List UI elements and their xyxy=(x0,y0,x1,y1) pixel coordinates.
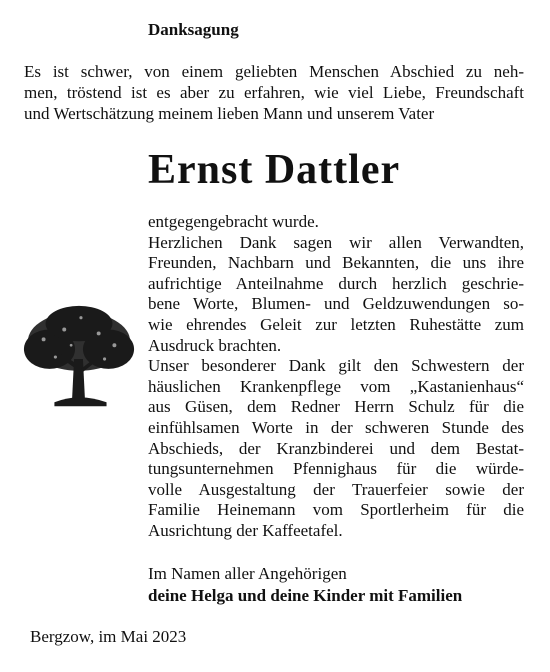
body-line: volle Ausgestaltung der Trauerfeier sowie der xyxy=(148,479,524,499)
body-line: aufrichtige Anteilnahme durch herzlich geschrie- xyxy=(148,273,524,293)
intro-line: men, tröstend ist es aber zu erfahren, wie viel Liebe, Freundschaft xyxy=(24,83,524,102)
heading: Danksagung xyxy=(148,20,239,39)
body-line: Familie Heinemann vom Sportlerheim für die xyxy=(148,500,524,520)
body-line: Unser besonderer Dank gilt den Schwestern der xyxy=(148,356,524,376)
body-line: bene Worte, Blumen- und Geldzuwendungen so- xyxy=(148,294,524,314)
body-line: Ausdruck brachten. xyxy=(148,335,282,355)
intro-paragraph xyxy=(24,61,524,124)
intro-line: und Wertschätzung meinem lieben Mann und unserem Vater xyxy=(24,104,435,123)
body-line: Ausrichtung der Kaffeetafel. xyxy=(148,520,343,540)
place-date: Bergzow, im Mai 2023 xyxy=(30,627,187,646)
body-line: aus Güsen, dem Redner Herrn Schulz für die xyxy=(148,397,524,417)
body-line: Freunden, Nachbarn und Bekannten, die uns ihre xyxy=(148,253,524,273)
intro-line: Es ist schwer, von einem geliebten Menschen Abschied zu neh- xyxy=(24,62,524,81)
body-line: tungsunternehmen Pfennighaus für die würde- xyxy=(148,459,524,479)
signature: deine Helga und deine Kinder mit Familien xyxy=(148,586,463,605)
tree-icon xyxy=(20,300,138,418)
body-line: Herzlichen Dank sagen wir allen Verwandten, xyxy=(148,232,524,252)
closing-line: Im Namen aller Angehörigen xyxy=(148,564,347,583)
body-line: wie ehrendes Geleit zur letzten Ruhestätte zum xyxy=(148,314,524,334)
deceased-name: Ernst Dattler xyxy=(148,147,401,193)
closing-block xyxy=(148,563,462,607)
body-paragraph xyxy=(148,212,524,542)
body-line: häuslichen Krankenpflege vom „Kastanienhaus“ xyxy=(148,376,524,396)
body-line: entgegengebracht wurde. xyxy=(148,212,319,231)
body-line: einfühlsamen Worte in der schweren Stunde des xyxy=(148,417,524,437)
body-line: Abschieds, der Kranzbinderei und dem Bestat- xyxy=(148,438,524,458)
